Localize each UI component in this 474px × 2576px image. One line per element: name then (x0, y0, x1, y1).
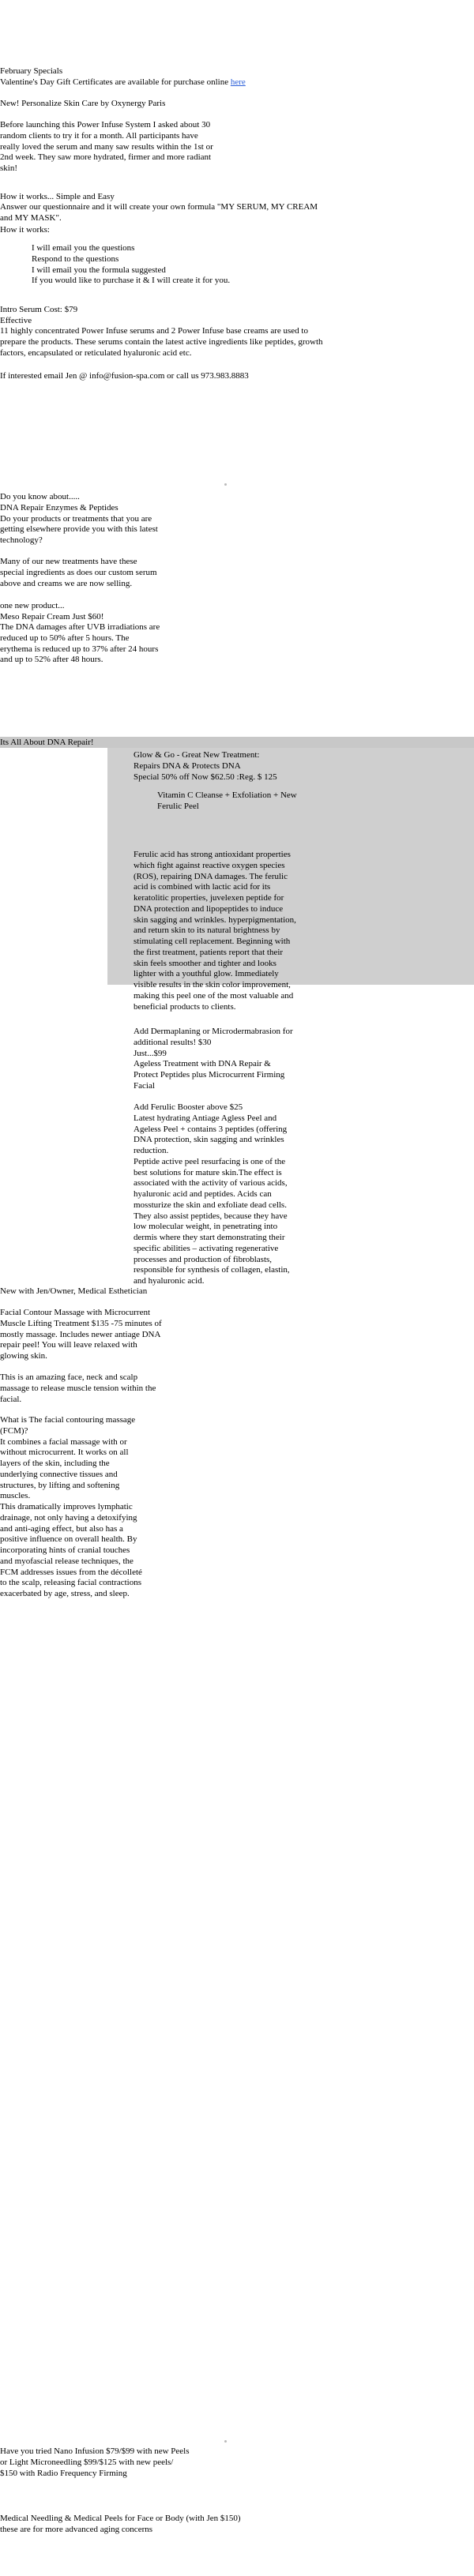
booster-3: DNA protection, skin sagging and wrinkles (134, 1135, 284, 1145)
how-lead-0: Answer our questionnaire and it will create your own formula "MY SERUM, MY CREAM (0, 202, 318, 212)
contact-line-text: If interested email Jen @ info@fusion-spa.com or call us 973.983.8883 (0, 371, 249, 381)
ferulic-1: which fight against reactive oxygen species (134, 860, 285, 870)
fcm-9: drainage, not only having a detoxifying (0, 1512, 137, 1523)
ferulic-0: Ferulic acid has strong antioxidant properties (134, 850, 291, 859)
contour-3: repair peel! You will leave relaxed with (0, 1340, 137, 1350)
step-1: Respond to the questions (32, 253, 119, 264)
fcm-2: It combines a facial massage with or (0, 1436, 127, 1447)
booster-2: Ageless Peel + contains 3 peptides (offering (134, 1124, 288, 1134)
how-it-works-title-text: How it works... Simple and Easy (0, 192, 115, 201)
dyk-line-2: Do your products or treatments that you are (0, 513, 152, 524)
meso-repair-text: Meso Repair Cream Just $60! (0, 612, 104, 621)
booster-7: associated with the activity of various acids, (134, 1178, 288, 1188)
effective-line-2: factors, encapsulated or reticulated hyaluronic acid etc. (0, 347, 192, 358)
new-line-text: New! Personalize Skin Care by Oxynergy Paris (0, 99, 166, 108)
did-you-know-block (0, 492, 221, 546)
dyk-line-3: getting elsewhere provide you with this latest (0, 524, 158, 535)
many-new-treatments-block (0, 557, 221, 589)
signature-text: New with Jen/Owner, Medical Esthetician (0, 1286, 148, 1296)
dyk-line-1: DNA Repair Enzymes & Peptides (0, 502, 118, 513)
nano-2: $150 with Radio Frequency Firming (0, 2468, 127, 2478)
fcm-8: This dramatically improves lymphatic (0, 1502, 133, 1511)
contour-2: mostly massage. Includes newer antiage DNA (0, 1329, 161, 1339)
dyk-line-4: technology? (0, 535, 43, 545)
nano-0: Have you tried Nano Infusion $79/$99 with new Peels (0, 2446, 190, 2456)
booster-4: reduction. (134, 1146, 169, 1155)
bullet-dot-icon-2 (224, 2440, 227, 2443)
dermaplaning-0: Add Dermaplaning or Microdermabrasion for (134, 1027, 293, 1036)
booster-6: best solutions for mature skin.The effect is (134, 1167, 282, 1177)
ferulic-12: visible results in the skin color improvement, (134, 980, 291, 989)
intro-line-2: really loved the serum and many saw results within the 1st or (0, 141, 213, 152)
fcm-16: exacerbated by age, stress, and sleep. (0, 1589, 130, 1598)
fcm-15: to the scalp, releasing facial contractions (0, 1578, 141, 1588)
medical-needling-block (0, 2514, 316, 2536)
fcm-12: incorporating hints of cranial touches (0, 1545, 130, 1555)
many-line-2: above and creams we are now selling. (0, 578, 133, 588)
ferulic-acid-block (134, 850, 363, 1012)
fcm-7: muscles. (0, 1491, 31, 1501)
fcm-11: positive influence on overall health. By (0, 1534, 137, 1545)
amazing-2: facial. (0, 1394, 22, 1404)
how-it-works-label-text: How it works: (0, 225, 50, 235)
ferulic-5: DNA protection and lipopeptides to induce (134, 903, 284, 914)
ferulic-13: making this peel one of the most valuable and (134, 990, 294, 1001)
one-new-product-text: one new product... (0, 601, 65, 610)
needling-1: these are for more advanced aging concerns (0, 2524, 153, 2534)
glow-sub-block (157, 790, 394, 813)
fcm-0: What is The facial contouring massage (0, 1415, 136, 1425)
intro-line-3: 2nd week. They saw more hydrated, firmer and more radiant (0, 152, 212, 163)
nano-1: or Light Microneedling $99/$125 with new peels/ (0, 2457, 174, 2467)
ferulic-10: skin feels smoother and tighter and looks (134, 958, 276, 968)
fcm-1: (FCM)? (0, 1425, 28, 1436)
contour-0: Facial Contour Massage with Microcurrent (0, 1308, 151, 1317)
how-lead-1: and MY MASK". (0, 212, 62, 223)
effective-paragraph (0, 326, 474, 359)
signature-line (0, 1286, 332, 1297)
dermaplaning-block (134, 1027, 363, 1092)
amazing-0: This is an amazing face, neck and scalp (0, 1372, 138, 1382)
how-it-works-label (0, 224, 474, 235)
dermaplaning-3: Ageless Treatment with DNA Repair & (134, 1059, 271, 1069)
glow-and-go-block (134, 750, 371, 783)
fcm-5: underlying connective tissues and (0, 1469, 118, 1479)
booster-1: Latest hydrating Antiage Agless Peel and (134, 1113, 277, 1123)
fcm-block (0, 1415, 198, 1600)
how-it-works-title (0, 191, 474, 202)
dna-damages-block (0, 622, 221, 666)
dna-damage-3: and up to 52% after 48 hours. (0, 655, 103, 665)
booster-10: They also assist peptides, because they have (134, 1211, 288, 1221)
valentines-text: Valentine's Day Gift Certificates are available for purchase online (0, 77, 231, 87)
dermaplaning-4: Protect Peptides plus Microcurrent Firming (134, 1070, 285, 1080)
contact-line (0, 370, 474, 381)
intro-line-1: random clients to try it for a month. All participants have (0, 130, 198, 141)
ferulic-9: the first treatment, patients report that their (134, 947, 284, 957)
effective-label (0, 315, 474, 326)
nano-infusion-block (0, 2446, 316, 2479)
glow-sub-1: Ferulic Peel (157, 801, 199, 811)
ferulic-4: keratolitic properties, juvelexen peptide for (134, 893, 284, 903)
ferulic-6: skin sagging and wrinkles. hyperpigmentation, (134, 914, 296, 925)
dermaplaning-1: additional results! $30 (134, 1037, 212, 1047)
booster-11: low molecular weight, in penetrating into (134, 1222, 278, 1232)
booster-8: hyaluronic acid and peptides. Acids can (134, 1189, 272, 1199)
fcm-4: layers of the skin, including the (0, 1459, 110, 1468)
ferulic-14: beneficial products to clients. (134, 1001, 236, 1012)
booster-12: dermis where they start demonstrating their (134, 1233, 285, 1242)
contour-1: Muscle Lifting Treatment $135 -75 minutes of (0, 1318, 162, 1328)
booster-9: mossturize the skin and exfoliate dead cells. (134, 1200, 287, 1210)
ferulic-booster-block (134, 1102, 363, 1287)
how-it-works-steps (32, 243, 474, 287)
facial-contour-block (0, 1308, 229, 1362)
effective-line-0: 11 highly concentrated Power Infuse serums and 2 Power Infuse base creams are used to (0, 326, 308, 336)
effective-line-1: prepare the products. These serums contain the latest active ingredients like peptides, growth (0, 336, 323, 347)
glow-sub-0: Vitamin C Cleanse + Exfoliation + New (157, 790, 297, 800)
ferulic-7: and return skin to its natural brightness by (134, 926, 280, 936)
glow-line-1: Repairs DNA & Protects DNA (134, 760, 241, 771)
dermaplaning-2: Just...$99 (134, 1048, 167, 1058)
one-new-product-line (0, 600, 221, 611)
meso-repair-line (0, 611, 221, 622)
many-line-0: Many of our new treatments have these (0, 557, 137, 566)
amazing-1: massage to release muscle tension within the (0, 1383, 156, 1393)
many-line-1: special ingredients as does our custom serum (0, 567, 157, 577)
fcm-10: and anti-aging effect, but also has a (0, 1523, 123, 1534)
glow-line-0: Glow & Go - Great New Treatment: (134, 750, 260, 760)
intro-paragraph (0, 120, 332, 175)
fcm-6: structures, by lifting and softening (0, 1480, 120, 1490)
needling-0: Medical Needling & Medical Peels for Face or Body (with Jen $150) (0, 2514, 241, 2523)
step-3: If you would like to purchase it & I will create it for you. (32, 276, 231, 286)
intro-line-0: Before launching this Power Infuse System I asked about 30 (0, 120, 211, 130)
intro-serum-cost-text: Intro Serum Cost: $79 (0, 305, 78, 314)
banner-title: Its All About DNA Repair! (0, 738, 94, 747)
intro-serum-cost (0, 304, 474, 315)
booster-14: processes and production of fibroblasts, (134, 1254, 273, 1264)
contour-4: glowing skin. (0, 1351, 47, 1361)
booster-13: specific abilities – activating regenerative (134, 1243, 279, 1253)
ferulic-11: lighter with a youthful glow. Immediately (134, 969, 279, 979)
ferulic-3: acid is combined with lactic acid for its (134, 882, 271, 892)
bullet-dot-icon (224, 483, 227, 486)
step-0: I will email you the questions (32, 243, 135, 253)
new-product-line (0, 98, 474, 109)
effective-label-text: Effective (0, 316, 32, 325)
intro-line-4: skin! (0, 163, 17, 173)
banner-title-block (0, 737, 237, 748)
how-it-works-lead (0, 202, 474, 224)
dna-damage-2: erythema is reduced up to 37% after 24 hours (0, 644, 159, 654)
ferulic-8: stimulating cell replacement. Beginning with (134, 937, 291, 946)
ferulic-2: (ROS), repairing DNA damages. The ferulic (134, 871, 288, 881)
dna-damage-1: reduced up to 50% after 5 hours. The (0, 633, 130, 643)
booster-5: Peptide active peel resurfacing is one of the (134, 1156, 286, 1166)
gift-certificates-link[interactable]: here (230, 77, 246, 87)
booster-15: responsible for synthesis of collagen, elastin, (134, 1265, 290, 1275)
dyk-line-0: Do you know about..... (0, 492, 80, 501)
fcm-13: and myofascial release techniques, the (0, 1556, 134, 1566)
fcm-3: without microcurrent. It works on all (0, 1448, 129, 1458)
specials-heading-block (0, 66, 474, 77)
booster-0: Add Ferulic Booster above $25 (134, 1102, 243, 1112)
fcm-14: FCM addresses issues from the décolleté (0, 1567, 142, 1577)
specials-heading: February Specials (0, 66, 63, 76)
step-2: I will email you the formula suggested (32, 265, 166, 275)
glow-line-2: Special 50% off Now $62.50 :Reg. $ 125 (134, 772, 277, 782)
amazing-massage-block (0, 1372, 229, 1405)
dermaplaning-5: Facial (134, 1080, 155, 1091)
booster-16: and hyaluronic acid. (134, 1276, 205, 1286)
valentines-line (0, 77, 474, 88)
dna-damage-0: The DNA damages after UVB irradiations are (0, 622, 160, 632)
